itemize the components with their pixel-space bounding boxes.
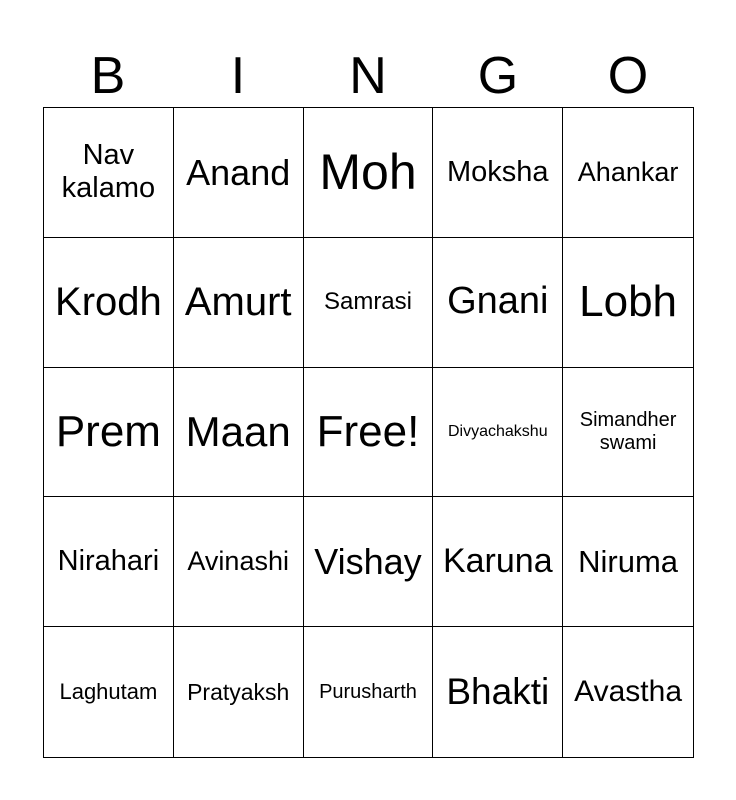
bingo-cell[interactable]: Bhakti <box>433 627 563 757</box>
bingo-cell[interactable]: Lobh <box>563 238 693 368</box>
bingo-cell[interactable]: Vishay <box>304 497 434 627</box>
header-letter-b: B <box>90 47 126 105</box>
bingo-cell[interactable]: Maan <box>174 368 304 498</box>
bingo-cell[interactable]: Pratyaksh <box>174 627 304 757</box>
header-letter-i: I <box>230 47 246 105</box>
bingo-cell[interactable]: Niruma <box>563 497 693 627</box>
bingo-cell[interactable]: Krodh <box>44 238 174 368</box>
bingo-cell[interactable]: Anand <box>174 108 304 238</box>
header-letter-n: N <box>349 47 387 105</box>
bingo-cell[interactable]: Karuna <box>433 497 563 627</box>
header-letter-o: O <box>607 47 649 105</box>
bingo-cell[interactable]: Nav kalamo <box>44 108 174 238</box>
bingo-cell[interactable]: Purusharth <box>304 627 434 757</box>
bingo-cell[interactable]: Samrasi <box>304 238 434 368</box>
bingo-cell[interactable]: Divyachakshu <box>433 368 563 498</box>
bingo-cell[interactable]: Gnani <box>433 238 563 368</box>
bingo-cell[interactable]: Laghutam <box>44 627 174 757</box>
bingo-cell[interactable]: Avastha <box>574 674 683 708</box>
bingo-board <box>43 107 694 758</box>
bingo-cell[interactable]: Simandher swami <box>563 368 693 498</box>
bingo-cell[interactable]: Amurt <box>174 238 304 368</box>
bingo-cell[interactable]: Avinashi <box>174 497 304 627</box>
bingo-cell[interactable]: Ahankar <box>563 108 693 238</box>
bingo-cell[interactable]: Moh <box>304 108 434 238</box>
bingo-cell free-space[interactable]: Free! <box>304 368 434 498</box>
header-letter-g: G <box>477 47 519 105</box>
bingo-cell[interactable]: Moksha <box>433 108 563 238</box>
bingo-cell[interactable]: Nirahari <box>44 497 174 627</box>
bingo-cell[interactable]: Prem <box>44 368 174 498</box>
bingo-header <box>43 44 693 108</box>
